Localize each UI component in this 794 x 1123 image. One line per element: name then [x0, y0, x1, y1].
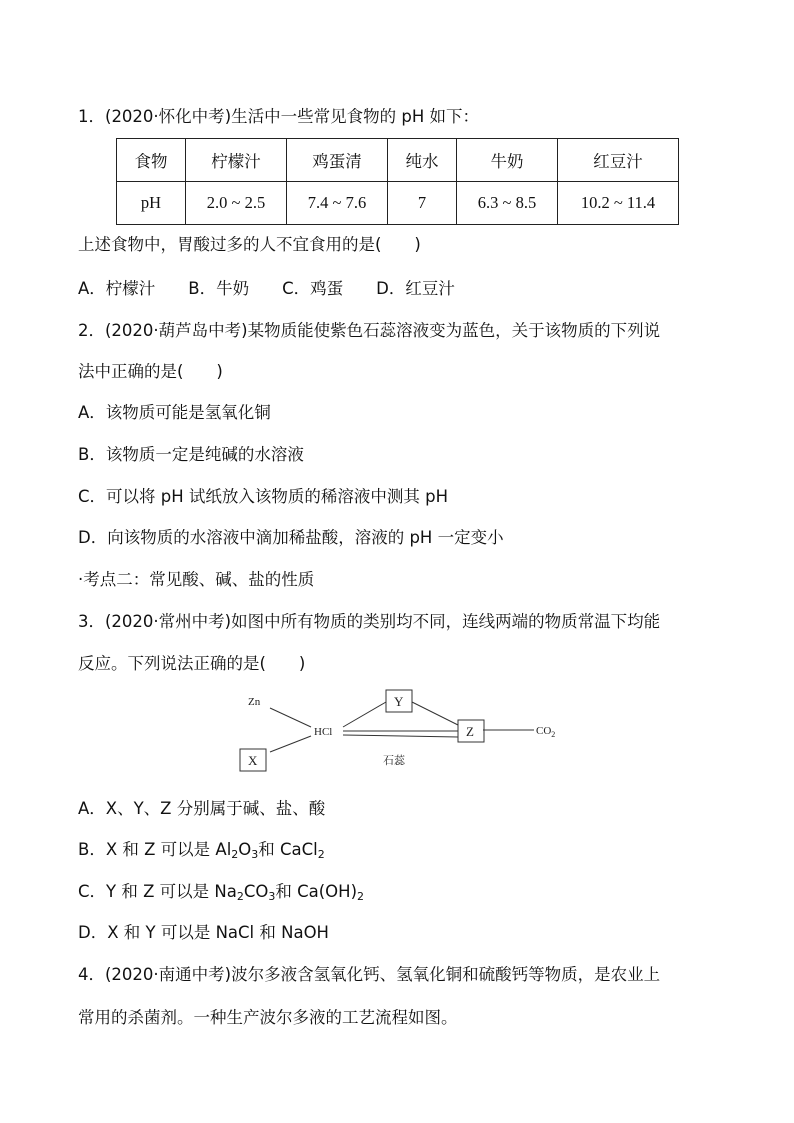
table-cell: 7	[388, 182, 457, 225]
q3-option-b: B．X 和 Z 可以是 $Al_2O_3$和 CaCl$_2$	[78, 840, 325, 861]
label-z: Z	[466, 724, 474, 739]
q1-stem	[78, 106, 479, 128]
table-header-cell: 鸡蛋清	[287, 139, 388, 182]
q3-option-a: A．X、Y、Z 分别属于碱、盐、酸	[78, 799, 326, 818]
line-zn-hcl	[270, 708, 311, 727]
table-header-cell: 红豆汁	[558, 139, 679, 182]
q3-option-c: C．Y 和 Z 可以是 $Na_2CO_3$和 $Ca(OH)_2$	[78, 882, 365, 903]
label-x: X	[248, 753, 258, 768]
q1-options: A．柠檬汁 B．牛奶 C．鸡蛋 D．红豆汁	[78, 279, 455, 298]
q3-stem-line2: 反应。下列说法正确的是( )	[78, 654, 306, 673]
table-header-cell: 牛奶	[457, 139, 558, 182]
line-hcl-x	[270, 736, 311, 752]
line-hcl-y	[343, 702, 386, 727]
q3-stem-line1: 3．(2020·常州中考)如图中所有物质的类别均不同，连线两端的物质常温下均能	[78, 612, 661, 631]
q2-option-b: B．该物质一定是纯碱的水溶液	[78, 445, 304, 464]
section-heading: ·考点二：常见酸、碱、盐的性质	[78, 570, 315, 589]
reaction-diagram	[236, 682, 576, 774]
q4-stem-line2: 常用的杀菌剂。一种生产波尔多液的工艺流程如图。	[78, 1008, 458, 1027]
q1-stem-text: )生活中一些常见食物的 pH 如下：	[224, 107, 479, 126]
label-litmus: 石蕊	[383, 755, 405, 767]
line-y-z	[412, 702, 458, 725]
table-header-cell: 柠檬汁	[186, 139, 287, 182]
table-header-cell: 食物	[117, 139, 186, 182]
table-cell: 7.4 ~ 7.6	[287, 182, 388, 225]
line-hcl-z-litmus	[343, 735, 458, 737]
q2-stem-line1: 2．(2020·葫芦岛中考)某物质能使紫色石蕊溶液变为蓝色，关于该物质的下列说	[78, 321, 661, 340]
table-header-row	[117, 139, 679, 182]
table-row	[117, 182, 679, 225]
q2-option-d: D．向该物质的水溶液中滴加稀盐酸，溶液的 pH 一定变小	[78, 528, 504, 547]
ph-table	[116, 138, 679, 225]
label-zn: Zn	[248, 696, 261, 708]
q1-number: 1．(	[78, 107, 112, 126]
table-header-cell: 纯水	[388, 139, 457, 182]
label-hcl: HCl	[314, 726, 333, 738]
q2-option-c: C．可以将 pH 试纸放入该物质的稀溶液中测其 pH	[78, 487, 449, 506]
table-cell: 10.2 ~ 11.4	[558, 182, 679, 225]
label-co2: $CO_2$	[536, 725, 556, 739]
q2-stem-line2: 法中正确的是( )	[78, 362, 223, 381]
table-row-label: pH	[117, 182, 186, 225]
label-y: Y	[394, 694, 404, 709]
q4-stem-line1: 4．(2020·南通中考)波尔多液含氢氧化钙、氢氧化铜和硫酸钙等物质，是农业上	[78, 965, 661, 984]
table-cell: 2.0 ~ 2.5	[186, 182, 287, 225]
q3-option-d: D．X 和 Y 可以是 NaCl 和 NaOH	[78, 923, 329, 942]
q1-question: 上述食物中，胃酸过多的人不宜食用的是( )	[78, 235, 421, 254]
table-cell: 6.3 ~ 8.5	[457, 182, 558, 225]
q1-source: 2020·怀化中考	[111, 107, 225, 126]
q2-option-a: A．该物质可能是氢氧化铜	[78, 403, 271, 422]
